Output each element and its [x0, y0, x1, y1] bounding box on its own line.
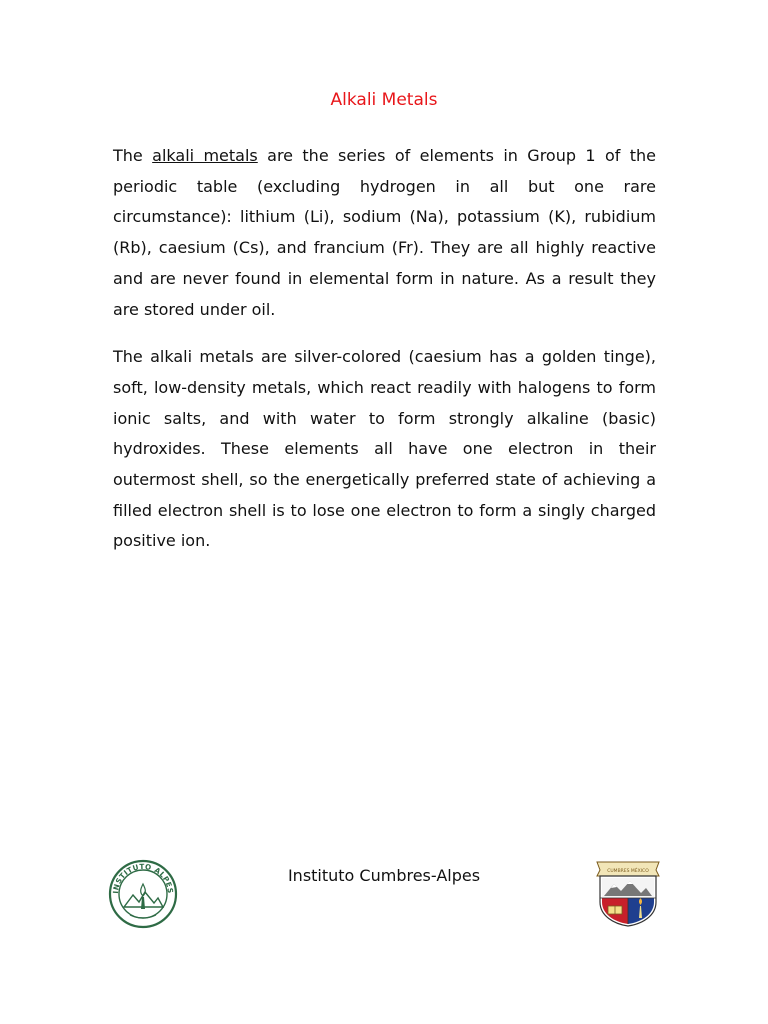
- paragraph-1-lead: The: [113, 146, 153, 165]
- paragraph-1: [113, 141, 656, 325]
- alkali-metals-link[interactable]: alkali metals: [152, 146, 258, 165]
- document-title: Alkali Metals: [330, 90, 438, 110]
- institution-name: Instituto Cumbres-Alpes: [287, 866, 481, 885]
- paragraph-2: The alkali metals are silver-colored (caesium has a golden tinge), soft, low-density metals, which react readily with halogens to form ionic salts, and with water to form strongly alkaline (basic) hydroxides. These elements all have one electron in their outermost shell, so the energetically preferred state of achieving a filled electron shell is to lose one electron to form a singly charged positive ion.: [113, 347, 656, 551]
- crest-lettering: CUMBRES MÉXICO: [607, 869, 649, 874]
- document-body: [113, 141, 656, 574]
- cumbres-crest-icon: [594, 856, 662, 928]
- seal-lettering: INSTITUTO ALPES: [110, 861, 176, 894]
- paragraph-1-rest: are the series of elements in Group 1 of the periodic table (excluding hydrogen in all but one rare circumstance): lithium (Li), sodium (Na), potassium (K), rubidium (Rb), caesium (Cs), and francium (Fr). They are all highly reactive and are never found in elemental form in nature. As a result they are stored under oil.: [113, 146, 657, 319]
